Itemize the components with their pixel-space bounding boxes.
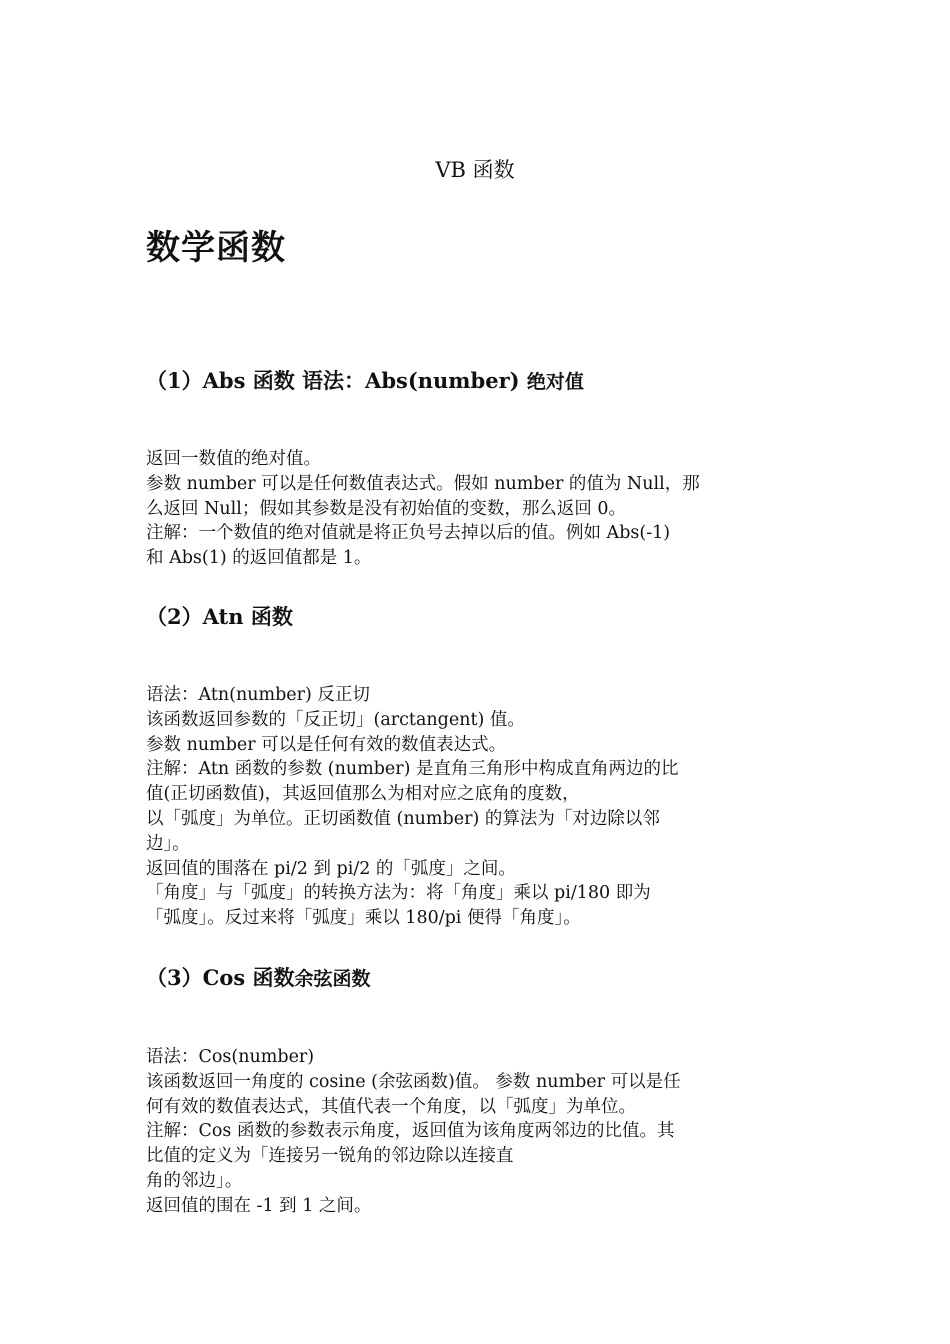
chapter-title: 数学函数 [146, 228, 286, 268]
section-body-cos [146, 1045, 806, 1219]
paragraph-line: 语法：Atn(number) 反正切 [146, 685, 370, 705]
paragraph-line: 值(正切函数值)，其返回值那么为相对应之底角的度数， [146, 784, 580, 805]
paragraph-line: 语法：Cos(number) [146, 1047, 315, 1067]
paragraph-line: 该函数返回一角度的 cosine (余弦函数)值。 参数 number 可以是任 [146, 1071, 681, 1092]
paragraph-line: 「弧度」。反过来将「弧度」乘以 180/pi 便得「角度」。 [146, 908, 581, 929]
paragraph-line: 以「弧度」为单位。正切函数值 (number) 的算法为「对边除以邻 [146, 808, 660, 829]
section-heading-atn [146, 602, 293, 633]
paragraph-line: 注解：Atn 函数的参数 (number) 是直角三角形中构成直角两边的比 [146, 759, 679, 780]
section-heading-suffix: 余弦函数 [294, 968, 371, 990]
paragraph-line: 注解：Cos 函数的参数表示角度，返回值为该角度两邻边的比值。其 [146, 1121, 675, 1142]
section-heading-main: （3）Cos 函数 [146, 965, 295, 990]
paragraph-line: 和 Abs(1) 的返回值都是 1。 [146, 548, 372, 569]
paragraph-line: 参数 number 可以是任何数值表达式。假如 number 的值为 Null，那 [146, 473, 700, 494]
section-body-atn [146, 683, 806, 931]
section-body-abs [146, 447, 806, 571]
section-heading-main: （1）Abs 函数 语法：Abs(number) [146, 368, 527, 393]
section-heading-cos [146, 963, 370, 994]
paragraph-line: 返回值的围在 -1 到 1 之间。 [146, 1195, 372, 1216]
paragraph-line: 么返回 Null；假如其参数是没有初始值的变数，那么返回 0。 [146, 498, 627, 519]
paragraph-line: 何有效的数值表达式，其值代表一个角度，以「弧度」为单位。 [146, 1096, 636, 1117]
paragraph-line: 「角度」与「弧度」的转换方法为：将「角度」乘以 pi/180 即为 [146, 883, 651, 904]
section-heading-suffix: 绝对值 [526, 371, 584, 393]
section-heading-abs [146, 366, 584, 397]
paragraph-line: 边」。 [146, 833, 190, 854]
paragraph-line: 返回值的围落在 pi/2 到 pi/2 的「弧度」之间。 [146, 858, 516, 879]
paragraph-line: 注解：一个数值的绝对值就是将正负号去掉以后的值。例如 Abs(-1) [146, 523, 671, 544]
paragraph-line: 参数 number 可以是任何有效的数值表达式。 [146, 734, 507, 755]
document-title: VB 函数 [435, 158, 515, 182]
paragraph-line: 返回一数值的绝对值。 [146, 449, 321, 469]
section-heading-main: （2）Atn 函数 [146, 604, 293, 629]
paragraph-line: 角的邻边」。 [146, 1170, 243, 1191]
paragraph-line: 比值的定义为「连接另一锐角的邻边除以连接直 [146, 1146, 514, 1167]
paragraph-line: 该函数返回参数的「反正切」(arctangent) 值。 [146, 709, 525, 730]
